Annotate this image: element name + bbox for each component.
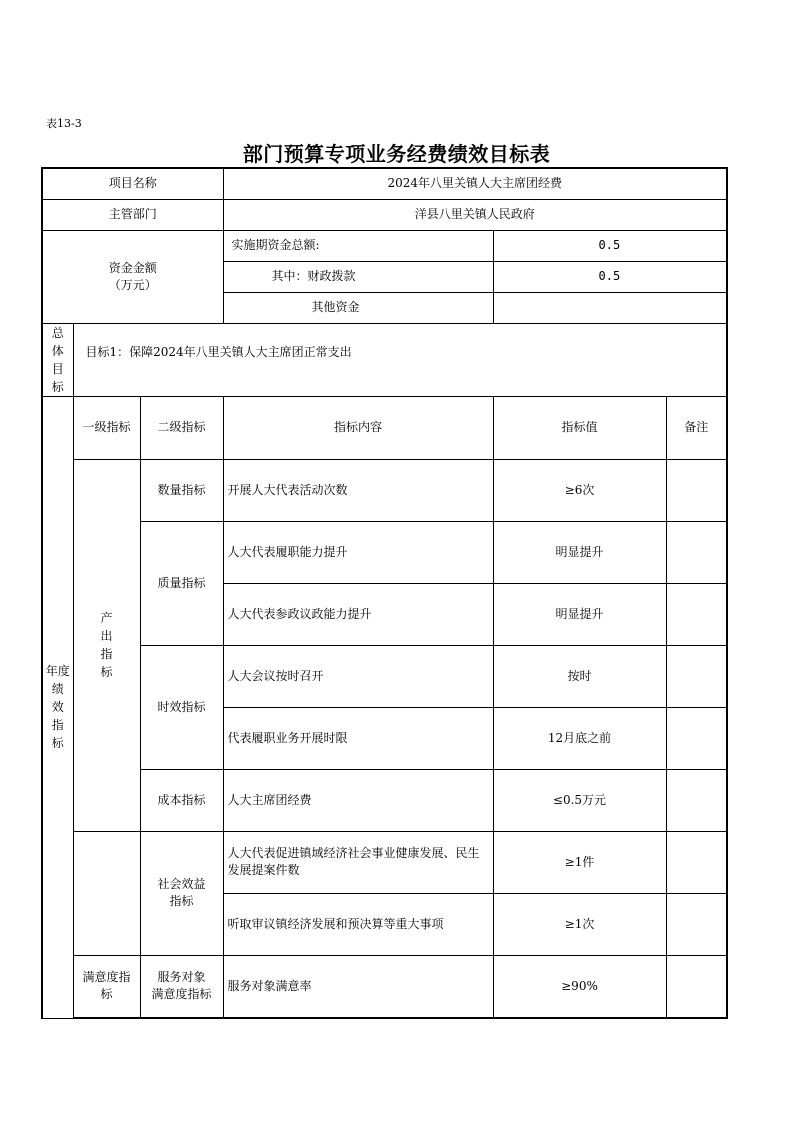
social-value: ≥1次 [493, 893, 666, 955]
social-label-line2: 指标 [169, 894, 194, 908]
quality-content: 人大代表参政议政能力提升 [223, 583, 493, 645]
department-label: 主管部门 [42, 199, 223, 230]
quality-indicator-label: 质量指标 [140, 521, 223, 645]
social-label-line1: 社会效益 [157, 877, 206, 891]
output-label-char: 指 [100, 647, 113, 661]
timeliness-note [666, 645, 727, 707]
other-funds-label: 其他资金 [223, 292, 493, 323]
social-note [666, 893, 727, 955]
satisfaction-level1-label [73, 955, 140, 1018]
satisfaction-level2-line1: 服务对象 [157, 970, 206, 985]
social-indicator-label [140, 831, 223, 955]
timeliness-value: 12月底之前 [493, 707, 666, 769]
quantity-note [666, 459, 727, 521]
header-value: 指标值 [493, 396, 666, 459]
funds-label-line1: 资金金额 [108, 260, 157, 275]
annual-label-char: 绩 [51, 682, 64, 696]
social-value: ≥1件 [493, 831, 666, 893]
total-funds-value: 0.5 [493, 230, 727, 261]
quality-value: 明显提升 [493, 583, 666, 645]
timeliness-value: 按时 [493, 645, 666, 707]
cost-note [666, 769, 727, 831]
header-note: 备注 [666, 396, 727, 459]
funds-label [42, 230, 223, 323]
quality-value: 明显提升 [493, 521, 666, 583]
project-name-value: 2024年八里关镇人大主席团经费 [223, 168, 727, 199]
header-content: 指标内容 [223, 396, 493, 459]
quantity-value: ≥6次 [493, 459, 666, 521]
satisfaction-level2-label [140, 955, 223, 1018]
output-label-char: 产 [100, 611, 113, 625]
quality-content: 人大代表履职能力提升 [223, 521, 493, 583]
header-level1: 一级指标 [73, 396, 140, 459]
effect-indicator-cell [73, 831, 140, 955]
overall-goal-char: 标 [51, 379, 64, 394]
fiscal-funds-label: 其中：财政拨款 [223, 261, 493, 292]
satisfaction-level1-line2: 标 [100, 987, 113, 1002]
output-label-char: 标 [100, 665, 113, 679]
timeliness-note [666, 707, 727, 769]
annual-label-char: 年度 [45, 664, 70, 678]
satisfaction-value: ≥90% [493, 955, 666, 1018]
other-funds-value [493, 292, 727, 323]
overall-goal-char: 目 [51, 361, 64, 376]
timeliness-content: 人大会议按时召开 [223, 645, 493, 707]
social-content: 人大代表促进镇域经济社会事业健康发展、民生发展提案件数 [223, 831, 493, 893]
social-note [666, 831, 727, 893]
social-content: 听取审议镇经济发展和预决算等重大事项 [223, 893, 493, 955]
satisfaction-level2-line2: 满意度指标 [151, 987, 212, 1002]
quantity-content: 开展人大代表活动次数 [223, 459, 493, 521]
timeliness-indicator-label: 时效指标 [140, 645, 223, 769]
timeliness-content: 代表履职业务开展时限 [223, 707, 493, 769]
quantity-indicator-label: 数量指标 [140, 459, 223, 521]
cost-value: ≤0.5万元 [493, 769, 666, 831]
page-title: 部门预算专项业务经费绩效目标表 [242, 142, 551, 166]
overall-goal-char: 体 [51, 343, 64, 358]
cost-content: 人大主席团经费 [223, 769, 493, 831]
satisfaction-level1-line1: 满意度指 [82, 970, 131, 985]
overall-goal-text: 目标1：保障2024年八里关镇人大主席团正常支出 [73, 323, 727, 396]
funds-label-line2: （万元） [108, 277, 157, 292]
satisfaction-content: 服务对象满意率 [223, 955, 493, 1018]
output-label-char: 出 [100, 629, 113, 643]
header-level2: 二级指标 [140, 396, 223, 459]
table-code: 表13-3 [46, 117, 82, 130]
annual-label-char: 效 [51, 700, 64, 714]
fiscal-funds-value: 0.5 [493, 261, 727, 292]
output-indicator-label [73, 459, 140, 831]
overall-goal-char: 总 [51, 325, 64, 340]
department-value: 洋县八里关镇人民政府 [223, 199, 727, 230]
annual-label-char: 指 [51, 718, 64, 732]
quality-note [666, 583, 727, 645]
total-funds-label: 实施期资金总额: [223, 230, 493, 261]
performance-target-table [41, 167, 728, 1019]
satisfaction-note [666, 955, 727, 1018]
annual-indicator-label [42, 396, 73, 1018]
quality-note [666, 521, 727, 583]
cost-indicator-label: 成本指标 [140, 769, 223, 831]
annual-label-char: 标 [51, 736, 64, 750]
overall-goal-label [42, 323, 73, 396]
project-name-label: 项目名称 [42, 168, 223, 199]
